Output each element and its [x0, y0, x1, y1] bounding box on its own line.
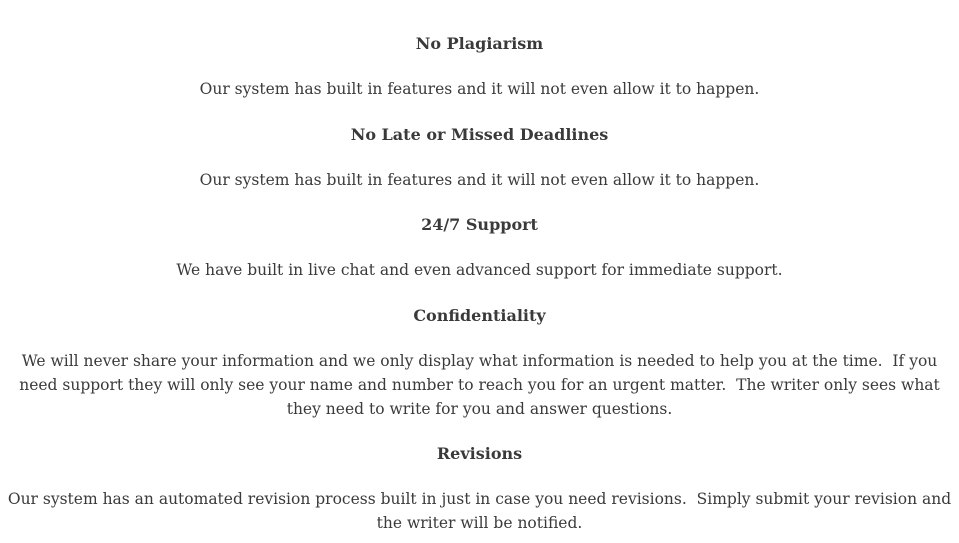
section-heading-no-plagiarism: No Plagiarism: [415, 34, 544, 53]
section-heading-no-late-deadlines: No Late or Missed Deadlines: [350, 125, 609, 144]
section-body-revisions: Our system has an automated revision process built in just in case you need revisions. Simply submit your revision and the writer will be notified.: [7, 490, 957, 532]
section-heading-revisions: Revisions: [436, 444, 523, 463]
section-heading-support: 24/7 Support: [421, 215, 538, 234]
section-body-support: We have built in live chat and even advanced support for immediate support.: [176, 261, 783, 279]
section-body-confidentiality: We will never share your information and we only display what information is needed to help you at the time. If you need support they will only see your name and number to reach you for an urgent matter. The writer only sees what they need to write for you and answer questions.: [19, 352, 945, 418]
section-body-no-late-deadlines: Our system has built in features and it will not even allow it to happen.: [199, 171, 760, 189]
section-body-no-plagiarism: Our system has built in features and it will not even allow it to happen.: [199, 80, 760, 98]
section-heading-confidentiality: Confidentiality: [413, 306, 546, 325]
